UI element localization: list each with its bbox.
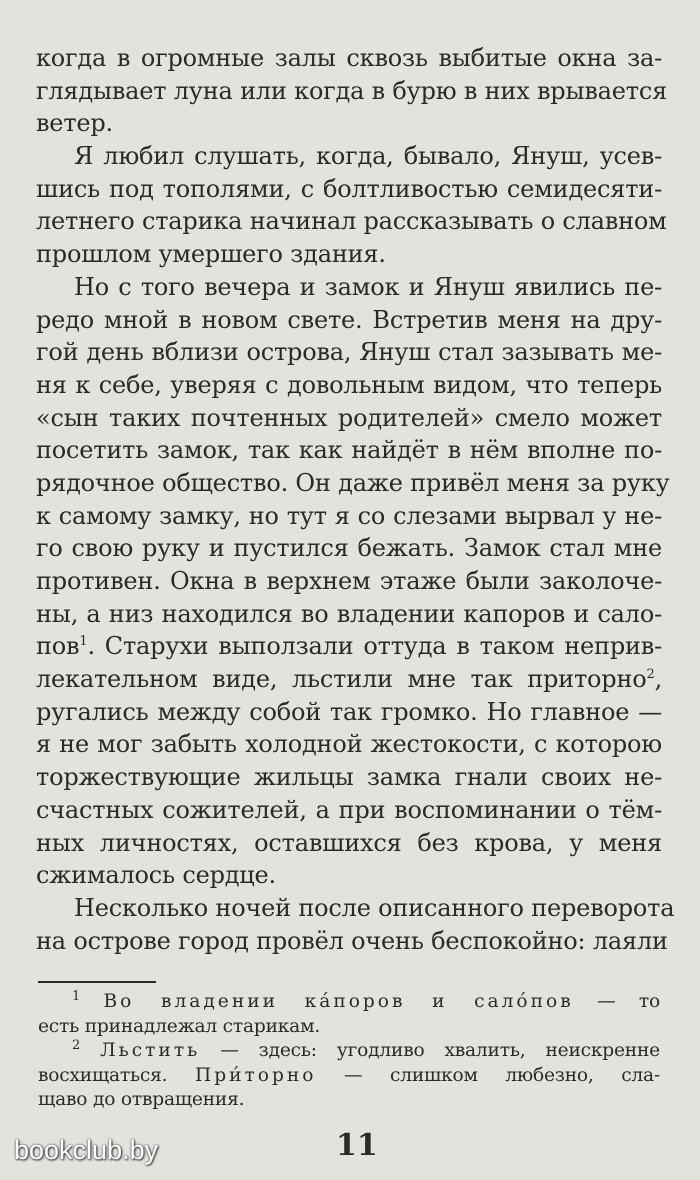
text-line: когда в огромные залы сквозь выбитые окна за- xyxy=(36,44,662,72)
text-line: летнего старика начинал рассказывать о славном xyxy=(36,207,667,236)
watermark-logo: bookclub.by xyxy=(14,1135,159,1165)
text-line: шись под тополями, с болтливостью семидесяти- xyxy=(36,174,662,203)
text-line: редо мной в новом свете. Встретив меня на дру- xyxy=(36,305,662,334)
footnote-2 xyxy=(38,1039,660,1064)
text-line: ны, а низ находился во владении капоров и сало- xyxy=(36,599,662,628)
text-line: ругались между собой так громко. Но главное — xyxy=(36,697,662,726)
footnote-term: Во владении ка́поров и сало́пов xyxy=(103,991,574,1012)
text-line: глядывает луна или когда в бурю в них врывается xyxy=(36,76,668,105)
text-fragment: лекательном виде, льстили мне так приторно xyxy=(36,665,647,694)
text-line xyxy=(36,663,662,696)
text-line: ных личностях, оставшихся без крова, у меня xyxy=(36,828,662,857)
footnote-ref-1[interactable]: 1 xyxy=(79,634,88,650)
page-number: 11 xyxy=(336,1128,378,1163)
paragraph-3 xyxy=(36,271,670,892)
text-line: посетить замок, так как найдёт в нём вполне по- xyxy=(36,436,662,465)
text-line: на острове город провёл очень беспокойно: лаяли xyxy=(36,926,668,955)
text-line: ня к себе, уверяя с довольным видом, что теперь xyxy=(36,370,662,399)
footnote-ref-2[interactable]: 2 xyxy=(646,667,655,683)
text-line: прошлом умершего здания. xyxy=(36,240,386,269)
text-line: счастных сожителей, а при воспоминании о тём- xyxy=(36,795,662,824)
text-line: «сын таких почтенных родителей» смело может xyxy=(36,403,662,432)
text-line: к самому замку, но тут я со слезами вырвал у не- xyxy=(36,501,662,530)
footnote-1-continued: есть принадлежал старикам. xyxy=(38,1015,321,1037)
text-line xyxy=(36,630,662,663)
paragraph-1 xyxy=(36,42,668,140)
text-line: Я любил слушать, когда, бывало, Януш, усев- xyxy=(74,142,662,171)
footnote-term: Льстить xyxy=(100,1040,201,1061)
footnote-term: При́торно xyxy=(194,1064,317,1086)
text-line: гой день вблизи острова, Януш стал зазывать ме- xyxy=(36,338,662,367)
footnote-number: 2 xyxy=(72,1037,81,1053)
footnote-text: — то xyxy=(573,991,660,1012)
footnote-text: — здесь: угодливо хвалить, неискренне xyxy=(200,1040,660,1061)
paragraph-4 xyxy=(36,892,675,957)
text-line: я не мог забыть холодной жестокости, с которою xyxy=(36,730,662,759)
text-line: противен. Окна в верхнем этаже были заколоче- xyxy=(36,567,662,595)
paragraph-2 xyxy=(36,140,667,271)
text-fragment: пов xyxy=(36,632,80,661)
text-line: Но с того вечера и замок и Януш явились пе- xyxy=(74,272,662,301)
main-text xyxy=(36,42,675,957)
text-line: Несколько ночей после описанного переворота xyxy=(74,893,675,922)
footnotes xyxy=(38,990,660,1113)
footnote-1 xyxy=(38,990,660,1015)
footnote-text: восхищаться. xyxy=(38,1064,195,1086)
footnote-2-end: щаво до отвращения. xyxy=(38,1089,245,1110)
text-line: ветер. xyxy=(36,109,113,138)
text-line: го свою руку и пустился бежать. Замок стал мне xyxy=(36,534,662,563)
footnote-number: 1 xyxy=(72,988,81,1004)
text-fragment: , xyxy=(654,665,662,694)
text-line: торжествующие жильцы замка гнали своих не- xyxy=(36,763,662,792)
text-line: рядочное общество. Он даже привёл меня за руку xyxy=(36,468,670,497)
text-line: сжималось сердце. xyxy=(36,861,276,890)
text-fragment: . Старухи выползали оттуда в таком неприв- xyxy=(87,632,662,661)
footnote-text: — слишком любезно, сла- xyxy=(316,1064,660,1086)
footnote-2-continued xyxy=(38,1064,660,1089)
footnote-divider xyxy=(38,981,156,983)
